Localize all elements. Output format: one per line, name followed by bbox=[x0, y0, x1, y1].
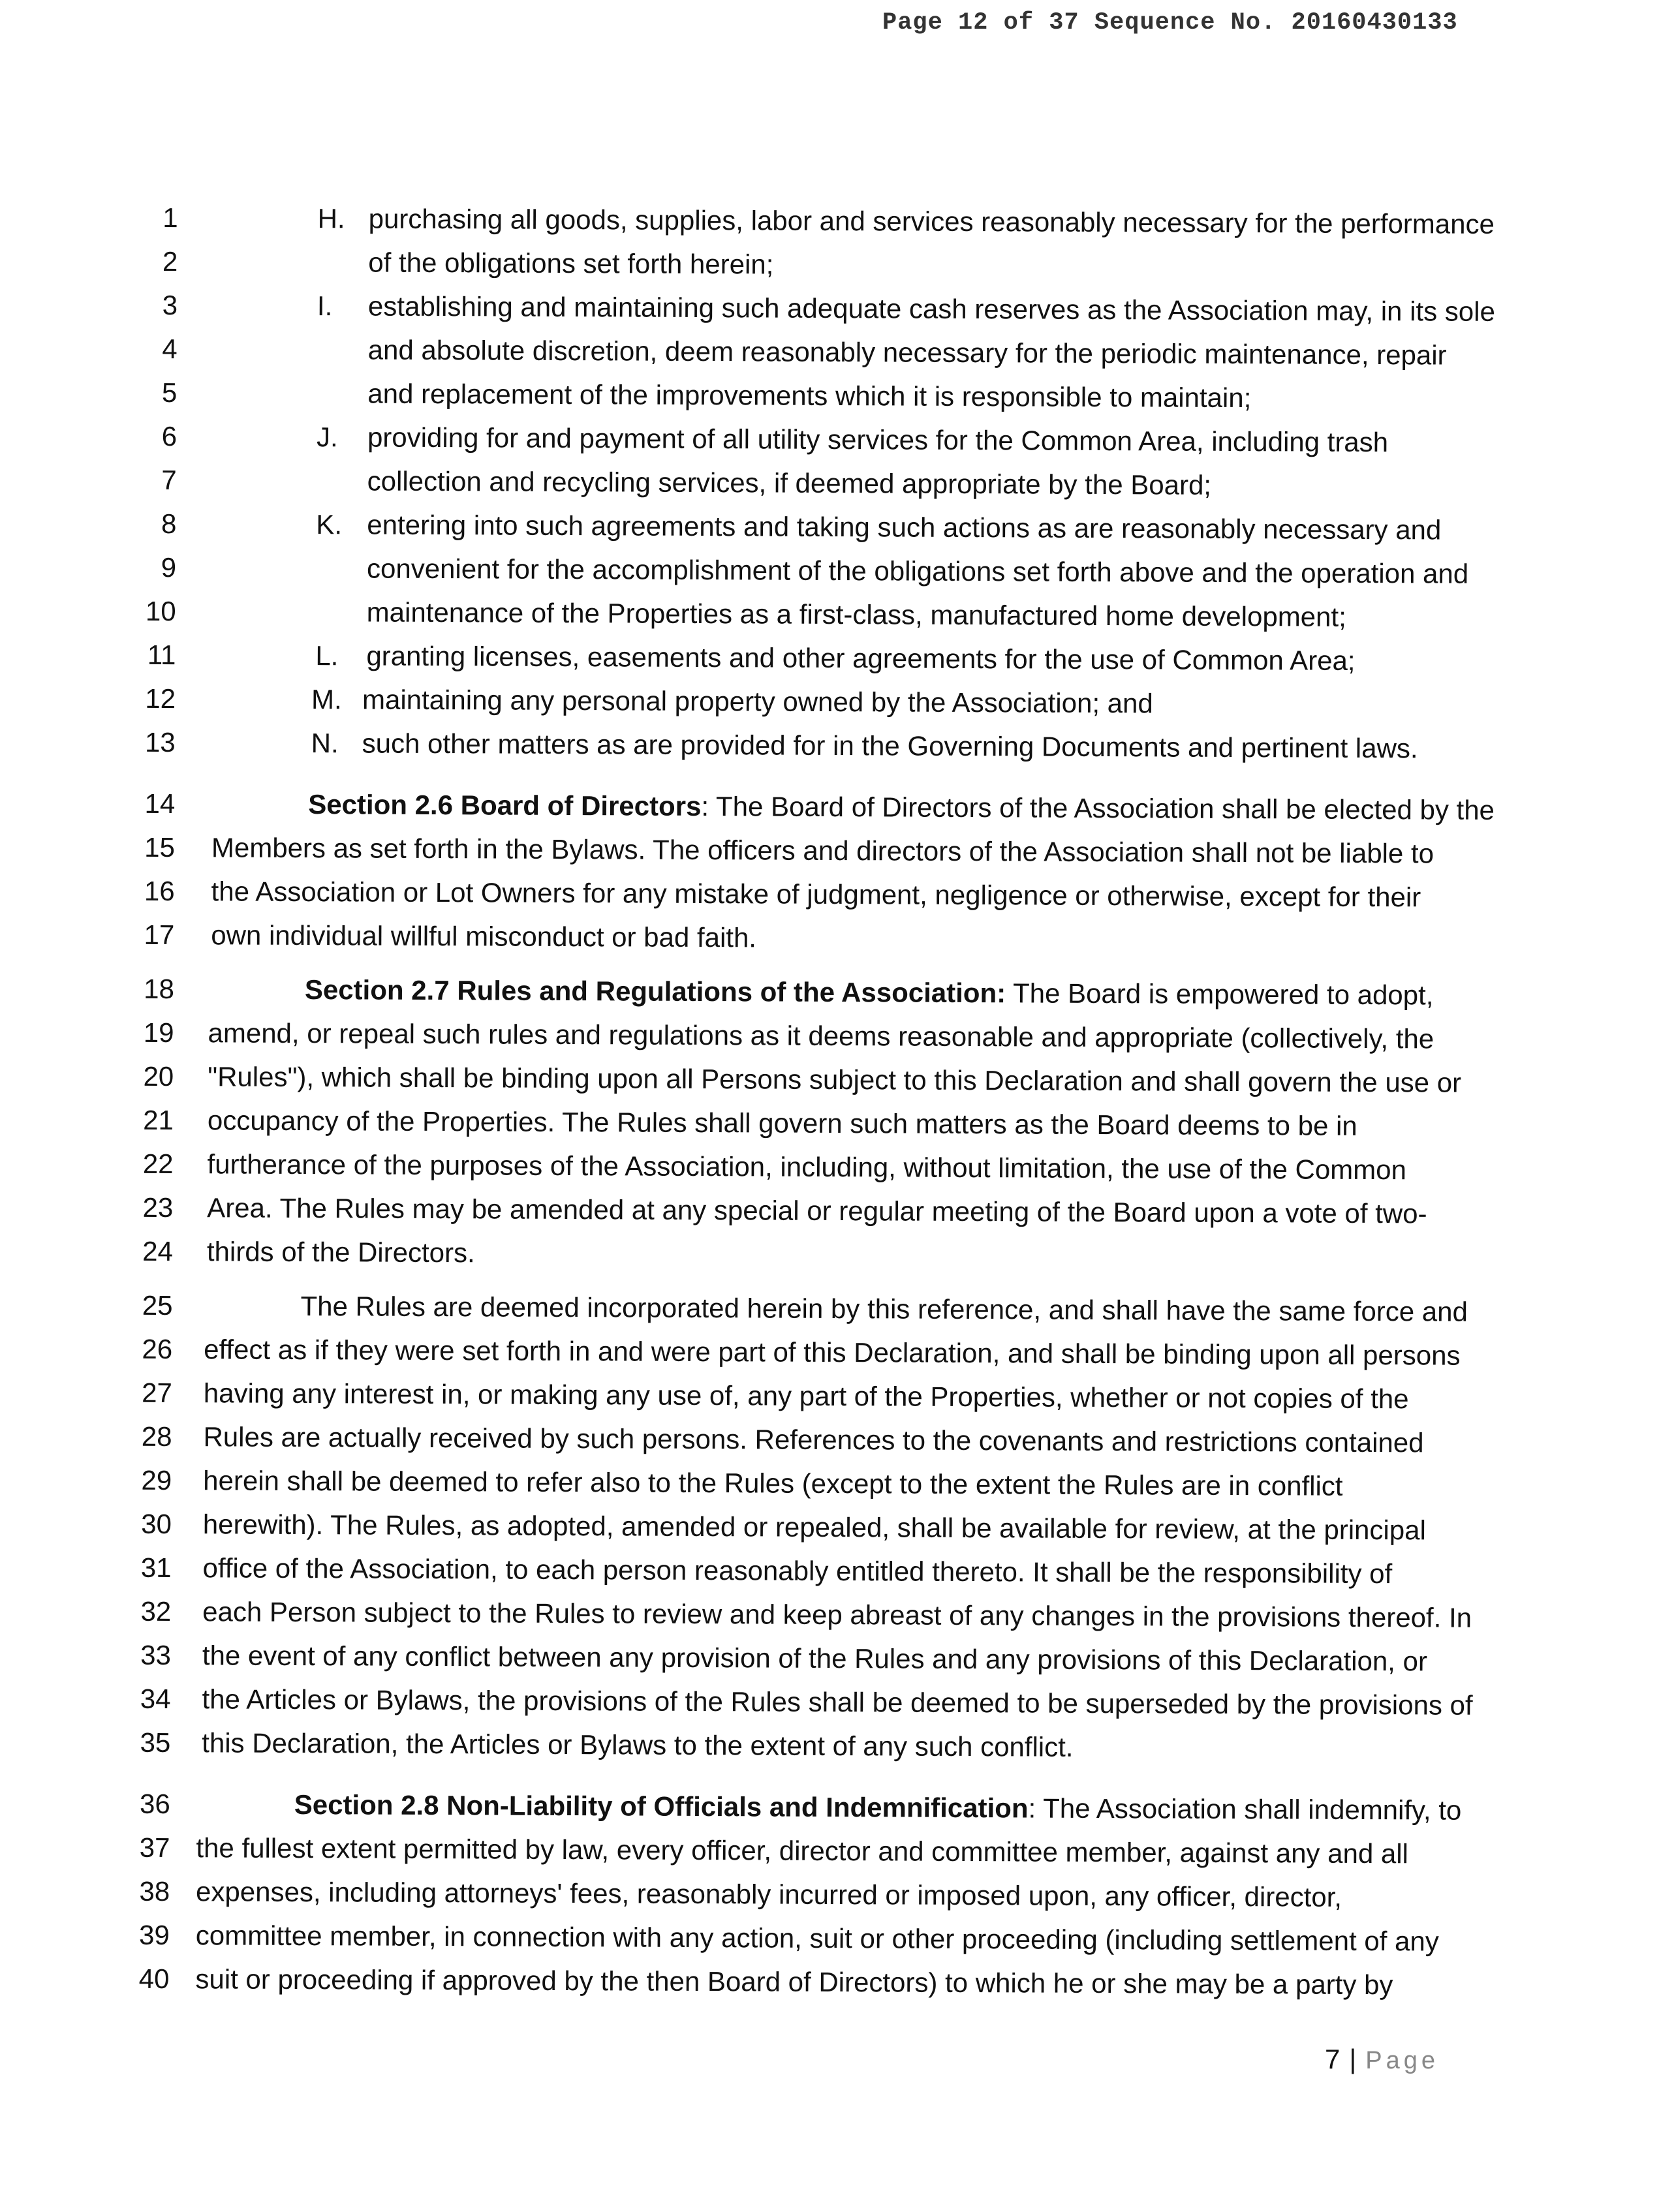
line-number: 14 bbox=[144, 788, 176, 820]
page-footer bbox=[1325, 2044, 1439, 2075]
line-number: 15 bbox=[144, 831, 176, 863]
line-number: 8 bbox=[161, 508, 177, 540]
line-number: 2 bbox=[162, 245, 178, 277]
section-line: Area. The Rules may be amended at any special or regular meeting of the Board upon a vote of two- bbox=[207, 1192, 1427, 1229]
section-line: amend, or repeal such rules and regulations as it deems reasonable and appropriate (collectively, the bbox=[208, 1017, 1434, 1054]
footer-separator: | bbox=[1349, 2044, 1357, 2074]
line-number: 10 bbox=[145, 595, 176, 627]
list-item-line: convenient for the accomplishment of the obligations set forth above and the operation and bbox=[366, 553, 1469, 589]
line-number: 24 bbox=[142, 1235, 174, 1267]
section-line: thirds of the Directors. bbox=[206, 1236, 475, 1268]
line-number: 31 bbox=[140, 1552, 172, 1584]
list-label: M. bbox=[311, 684, 342, 715]
list-item-line: providing for and payment of all utility services for the Common Area, including trash bbox=[367, 422, 1389, 458]
section-first-line bbox=[308, 789, 1495, 826]
line-number: 7 bbox=[161, 464, 177, 496]
section-first-line bbox=[294, 1789, 1462, 1826]
line-number: 37 bbox=[139, 1832, 170, 1864]
line-number: 30 bbox=[141, 1508, 172, 1540]
section-line: the Association or Lot Owners for any mistake of judgment, negligence or otherwise, except for their bbox=[211, 876, 1421, 913]
section-line: suit or proceeding if approved by the then Board of Directors) to which he or she may be a party by bbox=[195, 1963, 1393, 2001]
line-number: 36 bbox=[139, 1788, 170, 1820]
line-number: 11 bbox=[147, 639, 176, 671]
section-line: own individual willful misconduct or bad faith. bbox=[211, 919, 757, 953]
line-number: 39 bbox=[138, 1919, 170, 1951]
section-heading: Section 2.8 Non-Liability of Officials and Indemnification bbox=[294, 1789, 1029, 1824]
line-number: 40 bbox=[138, 1963, 170, 1995]
line-number: 35 bbox=[140, 1727, 171, 1759]
list-item-line: collection and recycling services, if deemed appropriate by the Board; bbox=[367, 465, 1212, 500]
line-number: 18 bbox=[144, 973, 175, 1005]
list-item-line: and replacement of the improvements which it is responsible to maintain; bbox=[367, 378, 1252, 414]
line-number: 19 bbox=[143, 1017, 174, 1049]
list-label: N. bbox=[311, 728, 339, 759]
list-item-line: maintaining any personal property owned by the Association; and bbox=[362, 684, 1153, 719]
section-text: : The Board of Directors of the Association shall be elected by the bbox=[701, 790, 1495, 825]
page-label: Page bbox=[1365, 2047, 1440, 2074]
line-number: 23 bbox=[142, 1191, 174, 1223]
paragraph-first-line: The Rules are deemed incorporated herein by this reference, and shall have the same force and bbox=[300, 1290, 1468, 1327]
section-text: The Board is empowered to adopt, bbox=[1006, 977, 1434, 1011]
line-number: 1 bbox=[163, 202, 178, 234]
line-number: 22 bbox=[142, 1148, 174, 1180]
section-line: expenses, including attorneys' fees, reasonably incurred or imposed upon, any officer, director, bbox=[196, 1876, 1342, 1912]
paragraph-line: this Declaration, the Articles or Bylaws to the extent of any such conflict. bbox=[202, 1727, 1074, 1762]
list-item-line: of the obligations set forth herein; bbox=[368, 247, 774, 280]
paragraph-line: office of the Association, to each person reasonably entitled thereto. It shall be the responsibility of bbox=[202, 1552, 1393, 1590]
section-line: occupancy of the Properties. The Rules shall govern such matters as the Board deems to be in bbox=[207, 1105, 1357, 1141]
paragraph-line: Rules are actually received by such persons. References to the covenants and restrictions contained bbox=[203, 1421, 1424, 1458]
line-number: 32 bbox=[140, 1595, 172, 1627]
line-number: 38 bbox=[139, 1875, 170, 1907]
line-number: 26 bbox=[142, 1333, 173, 1365]
line-number: 6 bbox=[161, 420, 178, 452]
sequence-header: Page 12 of 37 Sequence No. 20160430133 bbox=[882, 9, 1458, 37]
section-first-line bbox=[305, 974, 1434, 1011]
section-heading: Section 2.6 Board of Directors bbox=[308, 789, 702, 822]
line-number: 34 bbox=[140, 1683, 171, 1715]
list-item-line: entering into such agreements and taking such actions as are reasonably necessary and bbox=[367, 509, 1442, 545]
line-number: 21 bbox=[143, 1104, 174, 1136]
line-number: 5 bbox=[161, 376, 178, 408]
list-item-line: such other matters as are provided for in the Governing Documents and pertinent laws. bbox=[362, 728, 1418, 764]
paragraph-line: herewith). The Rules, as adopted, amended or repealed, shall be available for review, at the principal bbox=[202, 1509, 1426, 1546]
list-item-line: maintenance of the Properties as a first-class, manufactured home development; bbox=[366, 596, 1346, 632]
line-number: 29 bbox=[141, 1464, 172, 1496]
section-line: "Rules"), which shall be binding upon all Persons subject to this Declaration and shall govern the use or bbox=[208, 1061, 1462, 1098]
line-number: 4 bbox=[162, 333, 178, 365]
line-number: 13 bbox=[144, 726, 176, 758]
section-text: : The Association shall indemnify, to bbox=[1028, 1792, 1462, 1826]
line-number: 17 bbox=[144, 919, 175, 951]
section-heading: Section 2.7 Rules and Regulations of the Association: bbox=[304, 974, 1006, 1009]
section-line: committee member, in connection with any action, suit or other proceeding (including settlement of any bbox=[195, 1920, 1439, 1957]
section-line: Members as set forth in the Bylaws. The officers and directors of the Association shall not be liable to bbox=[211, 832, 1434, 869]
list-label: I. bbox=[317, 290, 333, 322]
paragraph-line: the Articles or Bylaws, the provisions of the Rules shall be deemed to be superseded by the provisions of bbox=[202, 1683, 1473, 1721]
paragraph-line: herein shall be deemed to refer also to the Rules (except to the extent the Rules are in conflict bbox=[203, 1465, 1343, 1501]
list-item-line: and absolute discretion, deem reasonably necessary for the periodic maintenance, repair bbox=[367, 334, 1447, 371]
list-item-line: granting licenses, easements and other agreements for the use of Common Area; bbox=[366, 640, 1356, 676]
list-label: K. bbox=[316, 509, 343, 540]
section-line: the fullest extent permitted by law, every officer, director and committee member, against any and all bbox=[196, 1832, 1409, 1869]
line-number: 3 bbox=[162, 289, 178, 321]
line-number: 33 bbox=[140, 1639, 172, 1671]
line-number: 12 bbox=[145, 683, 176, 714]
section-line: furtherance of the purposes of the Association, including, without limitation, the use of the Common bbox=[207, 1148, 1407, 1186]
paragraph-line: effect as if they were set forth in and were part of this Declaration, and shall be binding upon all persons bbox=[204, 1334, 1461, 1371]
list-item-line: establishing and maintaining such adequate cash reserves as the Association may, in its sole bbox=[367, 290, 1495, 327]
line-number: 20 bbox=[143, 1060, 174, 1092]
paragraph-line: having any interest in, or making any use of, any part of the Properties, whether or not copies of the bbox=[203, 1377, 1409, 1415]
list-item-line: purchasing all goods, supplies, labor and services reasonably necessary for the performance bbox=[368, 203, 1495, 239]
line-number: 25 bbox=[142, 1289, 173, 1321]
paragraph-line: each Person subject to the Rules to review and keep abreast of any changes in the provisions thereof. In bbox=[202, 1596, 1472, 1633]
list-label: J. bbox=[316, 422, 338, 453]
page-number: 7 bbox=[1325, 2044, 1341, 2074]
list-label: L. bbox=[315, 640, 339, 671]
line-number: 27 bbox=[142, 1377, 172, 1409]
line-number: 28 bbox=[141, 1421, 172, 1452]
line-number: 16 bbox=[144, 875, 175, 907]
paragraph-line: the event of any conflict between any provision of the Rules and any provisions of this Declaration, or bbox=[202, 1640, 1428, 1677]
line-number: 9 bbox=[161, 551, 177, 583]
list-label: H. bbox=[317, 203, 345, 234]
